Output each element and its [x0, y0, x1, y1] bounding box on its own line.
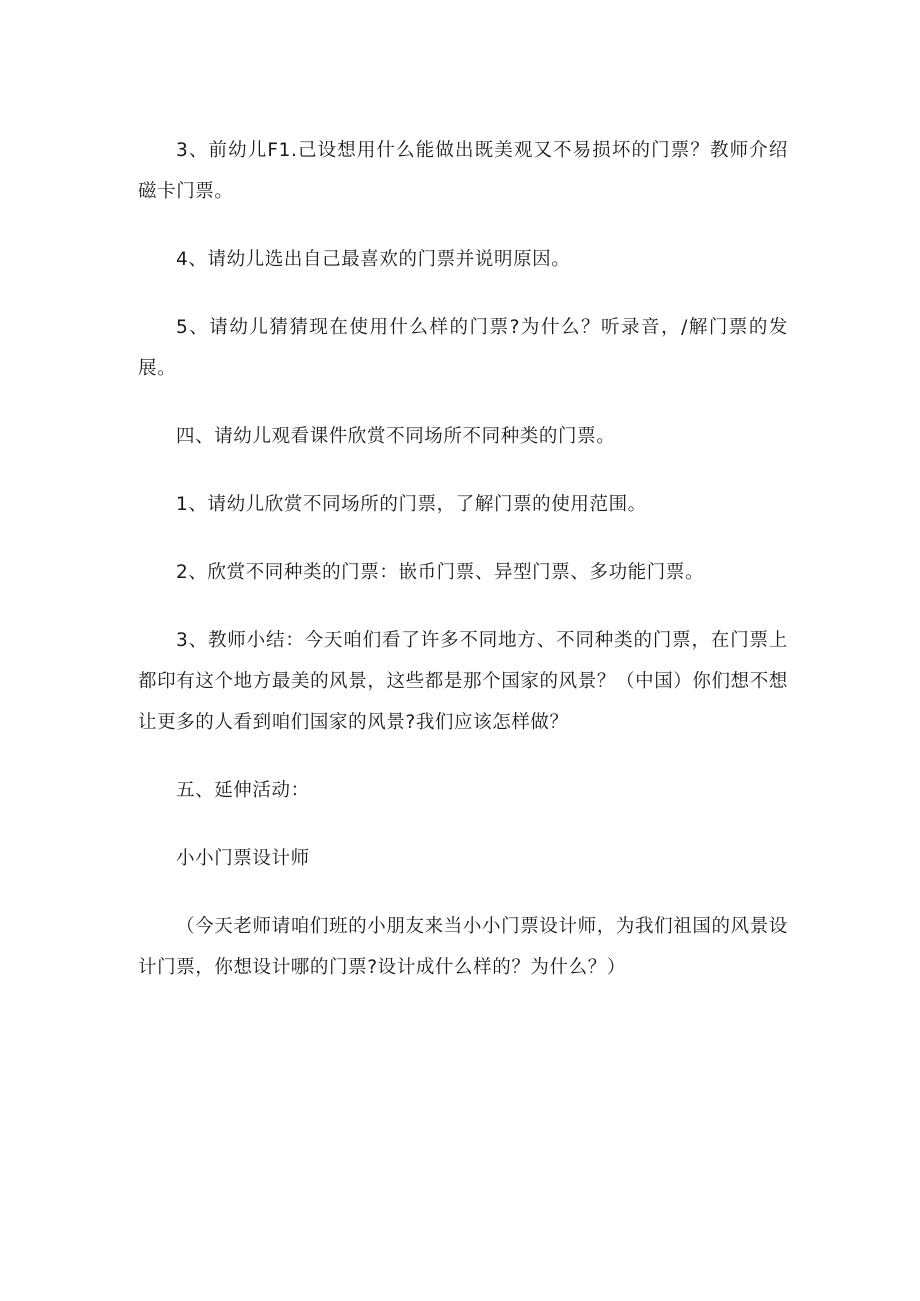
document-body	[138, 130, 788, 988]
paragraph-step-1-venues: 1、请幼儿欣赏不同场所的门票，了解门票的使用范围。	[176, 494, 647, 515]
paragraph-activity-title: 小小门票设计师	[176, 848, 310, 869]
paragraph-section-4-heading: 四、请幼儿观看课件欣赏不同场所不同种类的门票。	[176, 426, 616, 447]
paragraph-step-4-favorite-ticket: 4、请幼儿选出自己最喜欢的门票并说明原因。	[176, 249, 571, 270]
paragraph-step-3-teacher-summary: 3、教师小结：今天咱们看了许多不同地方、不同种类的门票，在门票上都印有这个地方最美的风景，这些都是那个国家的风景？（中国）你们想不想让更多的人看到咱们国家的风景?我们应该怎样做？	[138, 630, 788, 733]
paragraph-section-5-heading: 五、延伸活动：	[176, 780, 310, 801]
paragraph-step-3-magnetic-card: 3、前幼儿F1.己设想用什么能做出既美观又不易损坏的门票？教师介绍磁卡门票。	[138, 140, 788, 202]
paragraph-step-2-ticket-types: 2、欣赏不同种类的门票：嵌币门票、异型门票、多功能门票。	[176, 562, 705, 583]
paragraph-step-5-ticket-development: 5、请幼儿猜猜现在使用什么样的门票?为什么？听录音，/解门票的发展。	[138, 317, 788, 379]
paragraph-activity-description: （今天老师请咱们班的小朋友来当小小门票设计师，为我们祖国的风景设计门票，你想设计哪的门票?设计成什么样的？为什么？）	[138, 916, 788, 978]
